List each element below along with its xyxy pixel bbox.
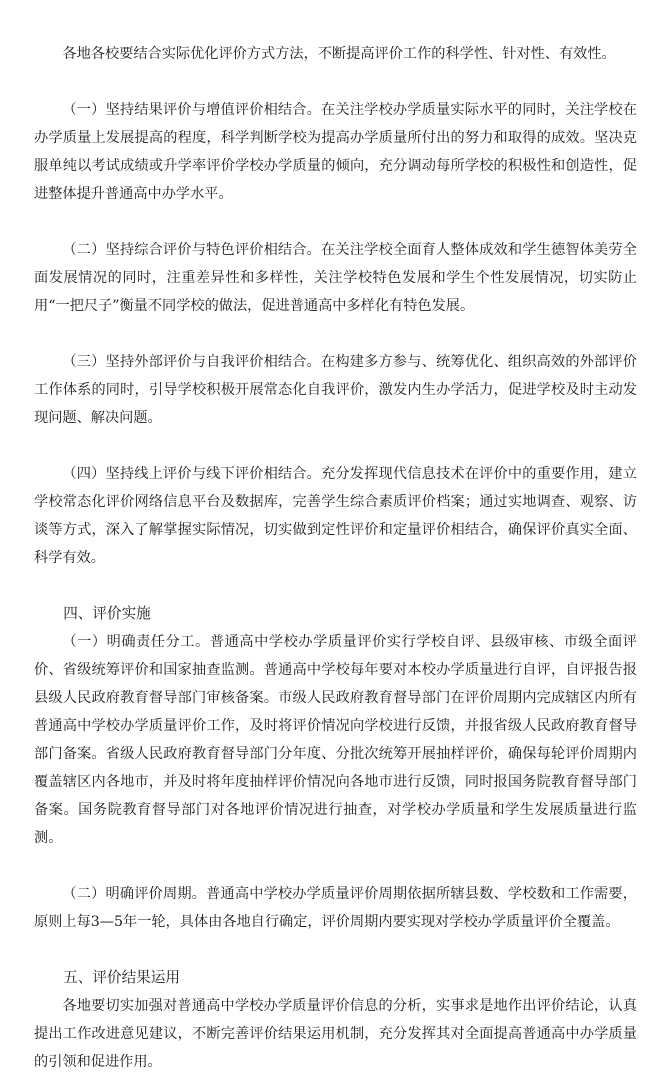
results-usage-paragraph: 各地要切实加强对普通高中学校办学质量评价信息的分析，实事求是地作出评价结论，认真提出工作改进意见建议，不断完善评价结果运用机制，充分发挥其对全面提高普通高中办学质量的引领和促进作用。 [34, 998, 637, 1070]
section-heading-results-usage: 五、评价结果运用 [63, 969, 180, 986]
principle-item-1: （一）坚持结果评价与增值评价相结合。在关注学校办学质量实际水平的同时，关注学校在办学质量上发展提高的程度，科学判断学校为提高办学质量所付出的努力和取得的成效。坚决克服单纯以考试成绩或升学率评价学校办学质量的倾向，充分调动每所学校的积极性和创造性，促进整体提升普通高中办学水平。 [34, 102, 637, 202]
intro-paragraph: 各地各校要结合实际优化评价方式方法，不断提高评价工作的科学性、针对性、有效性。 [62, 46, 616, 62]
principle-item-3: （三）坚持外部评价与自我评价相结合。在构建多方参与、统筹优化、组织高效的外部评价工作体系的同时，引导学校积极开展常态化自我评价，激发内生办学活力，促进学校及时主动发现问题、解决问题。 [34, 354, 637, 426]
implementation-item-2: （二）明确评价周期。普通高中学校办学质量评价周期依据所辖县数、学校数和工作需要，原则上每3—5年一轮，具体由各地自行确定，评价周期内要实现对学校办学质量评价全覆盖。 [34, 886, 637, 930]
principle-item-4: （四）坚持线上评价与线下评价相结合。充分发挥现代信息技术在评价中的重要作用，建立学校常态化评价网络信息平台及数据库，完善学生综合素质评价档案；通过实地调查、观察、访谈等方式，深入了解掌握实际情况，切实做到定性评价和定量评价相结合，确保评价真实全面、科学有效。 [34, 466, 637, 566]
section-heading-implementation: 四、评价实施 [63, 605, 151, 622]
principle-item-2: （二）坚持综合评价与特色评价相结合。在关注学校全面育人整体成效和学生德智体美劳全面发展情况的同时，注重差异性和多样性，关注学校特色发展和学生个性发展情况，切实防止用“一把尺子”衡量不同学校的做法，促进普通高中多样化有特色发展。 [34, 242, 637, 314]
implementation-item-1: （一）明确责任分工。普通高中学校办学质量评价实行学校自评、县级审核、市级全面评价、省级统筹评价和国家抽查监测。普通高中学校每年要对本校办学质量进行自评，自评报告报县级人民政府教育督导部门审核备案。市级人民政府教育督导部门在评价周期内完成辖区内所有普通高中学校办学质量评价工作，及时将评价情况向学校进行反馈，并报省级人民政府教育督导部门备案。省级人民政府教育督导部门分年度、分批次统筹开展抽样评价，确保每轮评价周期内覆盖辖区内各地市，并及时将年度抽样评价情况向各地市进行反馈，同时报国务院教育督导部门备案。国务院教育督导部门对各地评价情况进行抽查，对学校办学质量和学生发展质量进行监测。 [34, 634, 637, 846]
